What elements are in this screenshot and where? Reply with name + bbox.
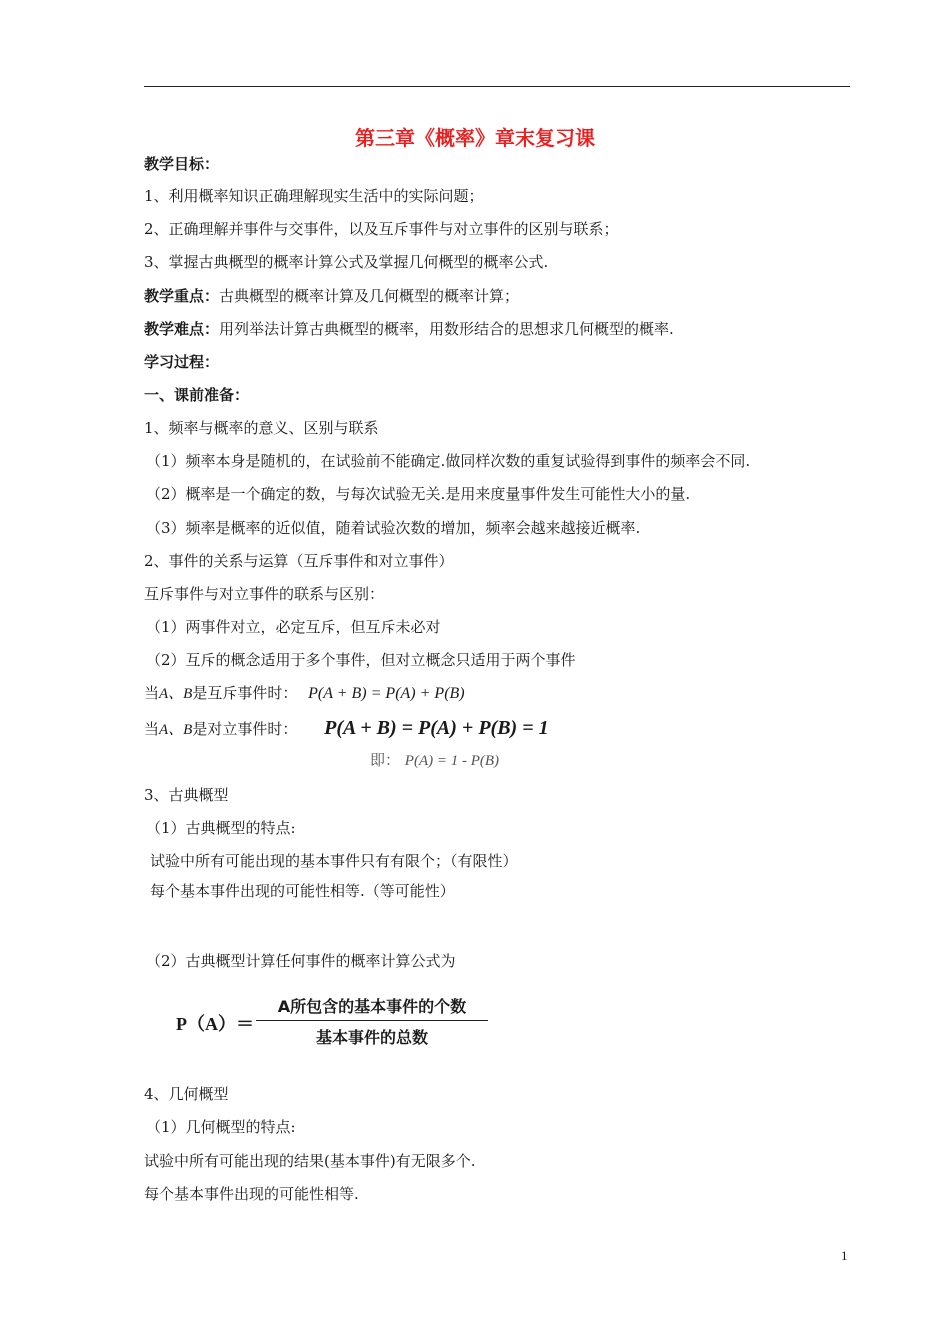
s3-item: （1）古典概型的特点: <box>146 819 296 837</box>
opposite-line <box>144 718 549 740</box>
formula-lhs: P（A）＝ <box>176 1014 254 1034</box>
difficulty-label: 教学难点： <box>144 320 220 338</box>
mutex-line <box>144 683 465 704</box>
goal-item: 2、正确理解并事件与交事件，以及互斥事件与对立事件的区别与联系； <box>144 220 619 238</box>
s2-item: （2）互斥的概念适用于多个事件，但对立概念只适用于两个事件 <box>146 651 576 669</box>
s1-item: （1）频率本身是随机的，在试验前不能确定.做同样次数的重复试验得到事件的频率会不同. <box>146 452 751 470</box>
classical-probability-fraction <box>256 994 488 1048</box>
process-heading: 学习过程： <box>144 353 220 371</box>
page-title: 第三章《概率》章末复习课 <box>355 126 595 150</box>
page-number: 1 <box>841 1248 848 1263</box>
ie-formula: P(A) = 1 - P(B) <box>404 753 500 769</box>
opp-vars: A、B <box>159 722 193 738</box>
ie-label: 即： <box>370 751 401 769</box>
prep-heading: 一、课前准备： <box>144 386 250 404</box>
goal-item: 1、利用概率知识正确理解现实生活中的实际问题； <box>144 187 484 205</box>
section-3-heading: 3、古典概型 <box>144 786 229 804</box>
section-4-heading: 4、几何概型 <box>144 1085 229 1103</box>
s1-item: （2）概率是一个确定的数，与每次试验无关.是用来度量事件发生可能性大小的量. <box>146 485 691 503</box>
key-point <box>144 286 519 306</box>
mutex-prefix: 当 <box>144 684 160 702</box>
ie-line <box>370 750 499 771</box>
s3-item: （2）古典概型计算任何事件的概率计算公式为 <box>146 952 456 970</box>
s4-feature: 试验中所有可能出现的结果(基本事件)有无限多个. <box>144 1152 476 1170</box>
opp-prefix: 当 <box>144 720 160 738</box>
fraction-numerator: A所包含的基本事件的个数 <box>256 994 488 1021</box>
s1-item: （3）频率是概率的近似值，随着试验次数的增加，频率会越来越接近概率. <box>146 519 641 537</box>
section-2-heading: 2、事件的关系与运算（互斥事件和对立事件） <box>144 552 454 570</box>
s4-item: （1）几何概型的特点: <box>146 1118 296 1136</box>
opp-suffix: 是对立事件时： <box>192 720 298 738</box>
goals-heading: 教学目标： <box>144 155 220 173</box>
s4-feature: 每个基本事件出现的可能性相等. <box>144 1185 359 1203</box>
s2-sub: 互斥事件与对立事件的联系与区别： <box>144 585 385 603</box>
s2-item: （1）两事件对立，必定互斥，但互斥未必对 <box>146 618 441 636</box>
difficulty-point <box>144 319 674 339</box>
header-rule <box>144 86 850 87</box>
opposite-formula: P(A + B) = P(A) + P(B) = 1 <box>324 717 549 739</box>
mutex-vars: A、B <box>159 686 193 702</box>
key-text: 古典概型的概率计算及几何概型的概率计算； <box>219 287 520 305</box>
s3-feature: 每个基本事件出现的可能性相等.（等可能性） <box>150 882 455 900</box>
section-1-heading: 1、频率与概率的意义、区别与联系 <box>144 419 379 437</box>
goal-item: 3、掌握古典概型的概率计算公式及掌握几何概型的概率公式. <box>144 253 549 271</box>
s3-feature: 试验中所有可能出现的基本事件只有有限个；（有限性） <box>150 852 518 870</box>
key-label: 教学重点： <box>144 287 220 305</box>
mutex-formula: P(A + B) = P(A) + P(B) <box>308 685 465 702</box>
mutex-suffix: 是互斥事件时： <box>192 684 298 702</box>
fraction-denominator: 基本事件的总数 <box>315 1028 428 1047</box>
difficulty-text: 用列举法计算古典概型的概率，用数形结合的思想求几何概型的概率. <box>219 320 674 338</box>
